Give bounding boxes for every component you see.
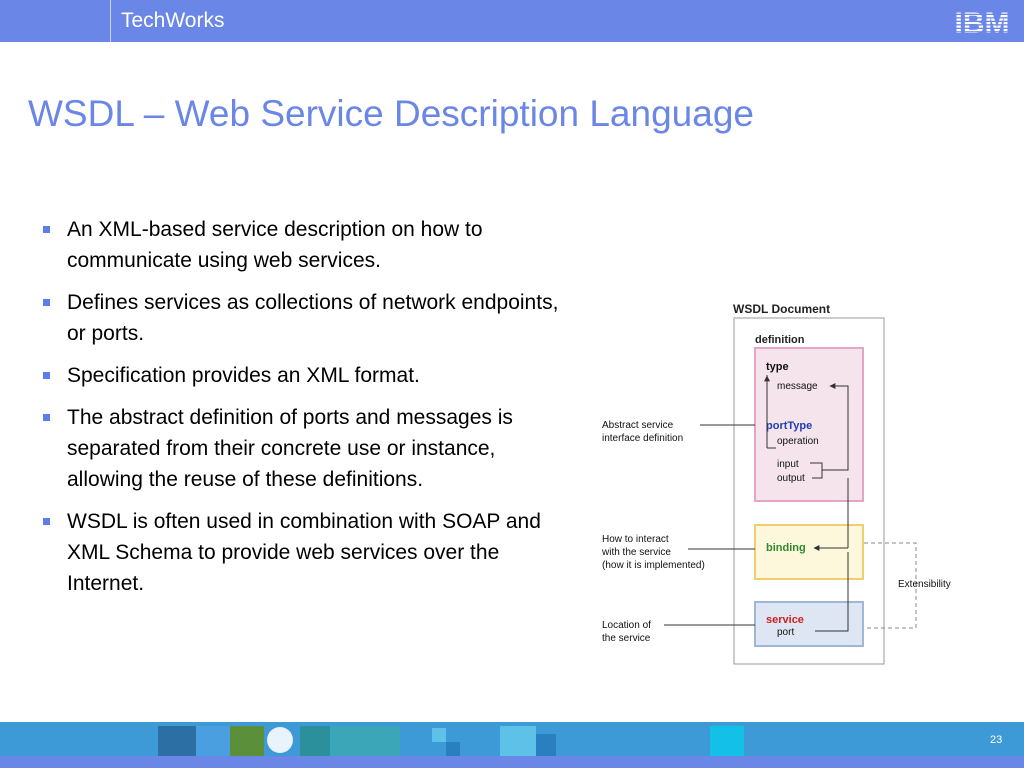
footer-tile — [446, 742, 460, 756]
bullet-item: Defines services as collections of network endpoints, or ports. — [42, 287, 562, 349]
slide-title: WSDL – Web Service Description Language — [28, 93, 754, 134]
bullet-item: Specification provides an XML format. — [42, 360, 562, 391]
bullet-square-icon — [43, 518, 50, 525]
footer-tile — [330, 726, 400, 756]
input-label: input — [777, 459, 799, 470]
definition-label: definition — [755, 334, 805, 346]
interact-label-line1: How to interact — [602, 534, 669, 545]
type-label: type — [766, 361, 789, 373]
footer-tile — [230, 726, 264, 756]
footer-strip — [0, 756, 1024, 768]
service-label: service — [766, 614, 804, 626]
interact-label-line2: with the service — [602, 547, 671, 558]
extensibility-label: Extensibility — [898, 579, 951, 590]
footer-tile — [158, 726, 196, 756]
footer-tile — [500, 726, 536, 756]
diagram-title: WSDL Document — [733, 302, 831, 316]
bullet-item: WSDL is often used in combination with SOAP and XML Schema to provide web services over the Internet. — [42, 506, 562, 599]
header-bar — [0, 0, 1024, 42]
brand-name: TechWorks — [121, 9, 225, 32]
bullet-item: The abstract definition of ports and messages is separated from their concrete use or instance, allowing the reuse of these definitions. — [42, 402, 562, 495]
footer-image-strip — [150, 722, 750, 756]
footer-tile — [432, 728, 446, 742]
bullet-square-icon — [43, 299, 50, 306]
footer-tile — [300, 726, 330, 756]
wsdl-diagram — [596, 296, 976, 676]
port-label: port — [777, 627, 795, 638]
header-divider — [110, 0, 111, 42]
location-label-line1: Location of — [602, 620, 651, 631]
abstract-label-line1: Abstract service — [602, 420, 674, 431]
interact-label-line3: (how it is implemented) — [602, 560, 705, 571]
bullet-square-icon — [43, 372, 50, 379]
footer-tile — [710, 726, 744, 756]
footer-tile — [196, 726, 230, 756]
porttype-label: portType — [766, 420, 813, 432]
message-label: message — [777, 381, 818, 392]
bullet-square-icon — [43, 226, 50, 233]
bullet-item: An XML-based service description on how to communicate using web services. — [42, 214, 562, 276]
bullet-list — [42, 214, 562, 610]
bullet-square-icon — [43, 414, 50, 421]
ibm-logo — [946, 8, 1018, 36]
abstract-label-line2: interface definition — [602, 433, 684, 444]
operation-label: operation — [777, 436, 819, 447]
binding-label: binding — [766, 542, 806, 554]
footer-circle — [267, 727, 293, 753]
page-number: 23 — [990, 734, 1003, 746]
output-label: output — [777, 473, 805, 484]
location-label-line2: the service — [602, 633, 651, 644]
footer-tile — [536, 734, 556, 756]
